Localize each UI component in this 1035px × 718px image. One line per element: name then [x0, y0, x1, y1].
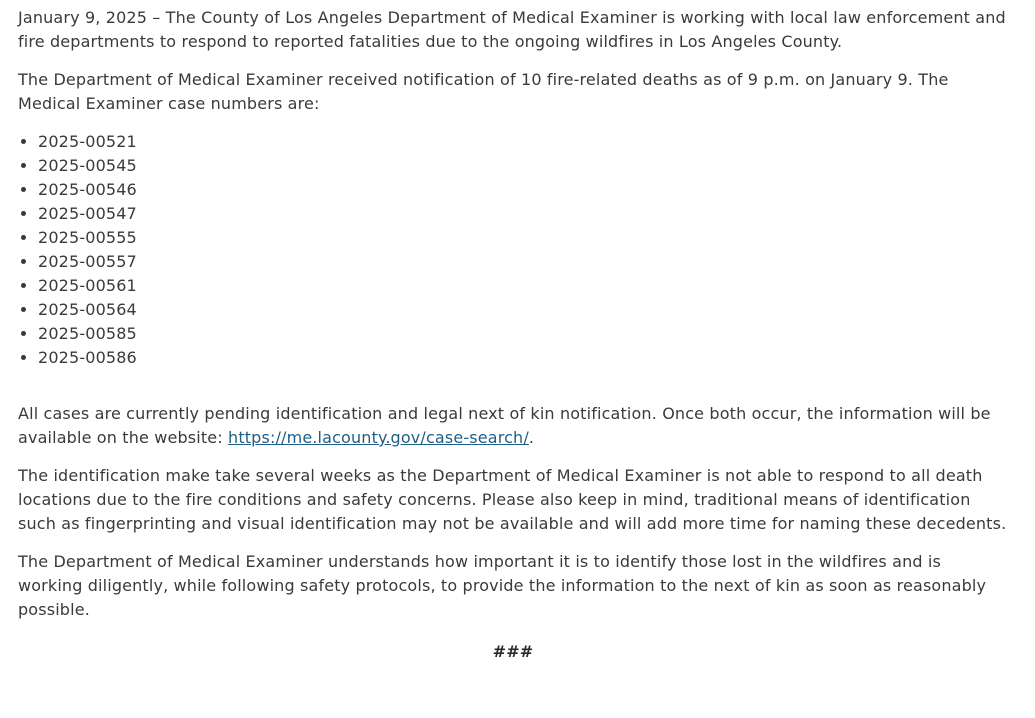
- case-number-item: • 2025-00547: [38, 202, 1008, 226]
- case-number-item: • 2025-00557: [38, 250, 1008, 274]
- closing-paragraph: The Department of Medical Examiner understands how important it is to identify those lost in the wildfires and is working diligently, while following safety protocols, to provide the information to the next of kin as soon as reasonably possible.: [18, 552, 987, 619]
- pending-text: All cases are currently pending identification and legal next of kin notification. Once both occur, the information will be available on the website:: [18, 404, 991, 447]
- case-number-item: • 2025-00586: [38, 346, 1008, 370]
- intro-paragraph: January 9, 2025 – The County of Los Angeles Department of Medical Examiner is working with local law enforcement and fire departments to respond to reported fatalities due to the ongoing wildfires in Los Angeles County.: [18, 8, 1006, 51]
- case-number-item: • 2025-00545: [38, 154, 1008, 178]
- identification-timeline-paragraph: The identification make take several weeks as the Department of Medical Examiner is not able to respond to all death locations due to the fire conditions and safety concerns. Please also keep in mind, traditional means of identification such as fingerprinting and visual identification may not be available and will add more time for naming these decedents.: [18, 466, 1007, 533]
- case-number-list: [18, 130, 1008, 370]
- pending-text-end: .: [528, 428, 535, 447]
- case-number-item: • 2025-00555: [38, 226, 1008, 250]
- pending-identification-paragraph: [18, 402, 1008, 450]
- case-number-item: • 2025-00561: [38, 274, 1008, 298]
- case-number-item: • 2025-00546: [38, 178, 1008, 202]
- case-search-link[interactable]: https://me.lacounty.gov/case-search/: [228, 428, 529, 447]
- case-number-item: • 2025-00564: [38, 298, 1008, 322]
- press-release-article: [18, 6, 1008, 662]
- case-number-item: • 2025-00585: [38, 322, 1008, 346]
- notification-paragraph: The Department of Medical Examiner received notification of 10 fire-related deaths as of 9 p.m. on January 9. The Medical Examiner case numbers are:: [18, 70, 949, 113]
- end-of-release-mark: ###: [492, 642, 534, 661]
- case-number-item: • 2025-00521: [38, 130, 1008, 154]
